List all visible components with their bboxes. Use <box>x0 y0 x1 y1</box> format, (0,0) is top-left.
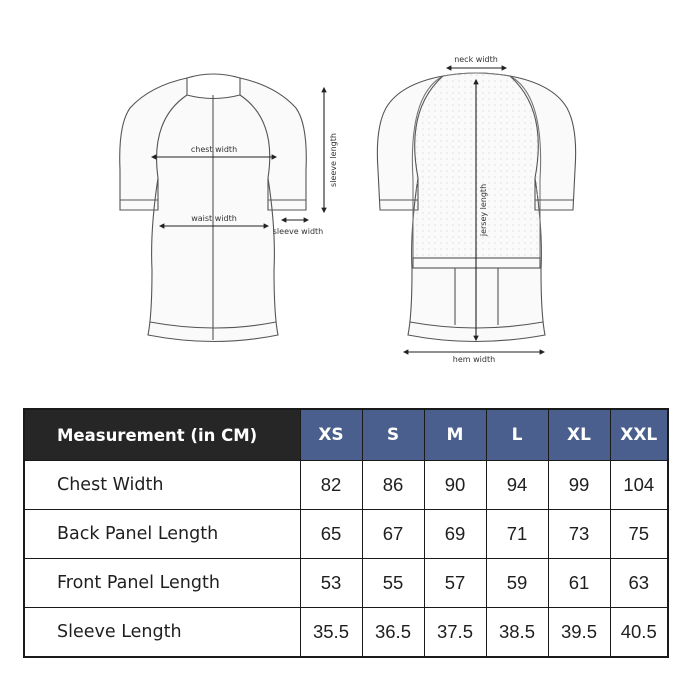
table-row-sleeve-length <box>24 608 668 658</box>
table-row-back-panel-length <box>24 510 668 559</box>
table-cell: 104 <box>610 461 668 510</box>
jersey-length-label: jersey length <box>479 183 488 237</box>
table-cell: 61 <box>548 559 610 608</box>
table-cell: 75 <box>610 510 668 559</box>
table-cell: 82 <box>300 461 362 510</box>
table-cell: 53 <box>300 559 362 608</box>
front-collar <box>187 74 240 99</box>
table-cell: 37.5 <box>424 608 486 658</box>
size-header-s: S <box>362 409 424 461</box>
table-cell: 65 <box>300 510 362 559</box>
table-cell: 36.5 <box>362 608 424 658</box>
table-header-row <box>24 409 668 461</box>
table-cell: 86 <box>362 461 424 510</box>
table-cell: 94 <box>486 461 548 510</box>
table-cell: 57 <box>424 559 486 608</box>
size-header-xs: XS <box>300 409 362 461</box>
table-cell: 71 <box>486 510 548 559</box>
size-header-l: L <box>486 409 548 461</box>
table-cell: 90 <box>424 461 486 510</box>
sleeve-width-label: sleeve width <box>272 227 324 236</box>
measurement-header: Measurement (in CM) <box>24 409 300 461</box>
table-row-chest-width <box>24 461 668 510</box>
table-cell: 55 <box>362 559 424 608</box>
table-cell: 73 <box>548 510 610 559</box>
neck-width-label: neck width <box>454 55 498 64</box>
table-cell: 40.5 <box>610 608 668 658</box>
table-cell: 99 <box>548 461 610 510</box>
row-label: Back Panel Length <box>24 510 300 559</box>
table-cell: 59 <box>486 559 548 608</box>
table-cell: 38.5 <box>486 608 548 658</box>
hem-width-label: hem width <box>452 355 496 364</box>
waist-width-label: waist width <box>191 214 237 223</box>
table-cell: 69 <box>424 510 486 559</box>
row-label: Front Panel Length <box>24 559 300 608</box>
table-cell: 63 <box>610 559 668 608</box>
size-chart-table <box>23 408 669 658</box>
row-label: Chest Width <box>24 461 300 510</box>
sleeve-length-label: sleeve length <box>329 133 338 187</box>
size-header-xxl: XXL <box>610 409 668 461</box>
table-cell: 39.5 <box>548 608 610 658</box>
table-row-front-panel-length <box>24 559 668 608</box>
size-header-xl: XL <box>548 409 610 461</box>
row-label: Sleeve Length <box>24 608 300 658</box>
chest-width-label: chest width <box>190 145 238 154</box>
table-cell: 67 <box>362 510 424 559</box>
front-jersey <box>120 74 307 342</box>
size-header-m: M <box>424 409 486 461</box>
table-cell: 35.5 <box>300 608 362 658</box>
